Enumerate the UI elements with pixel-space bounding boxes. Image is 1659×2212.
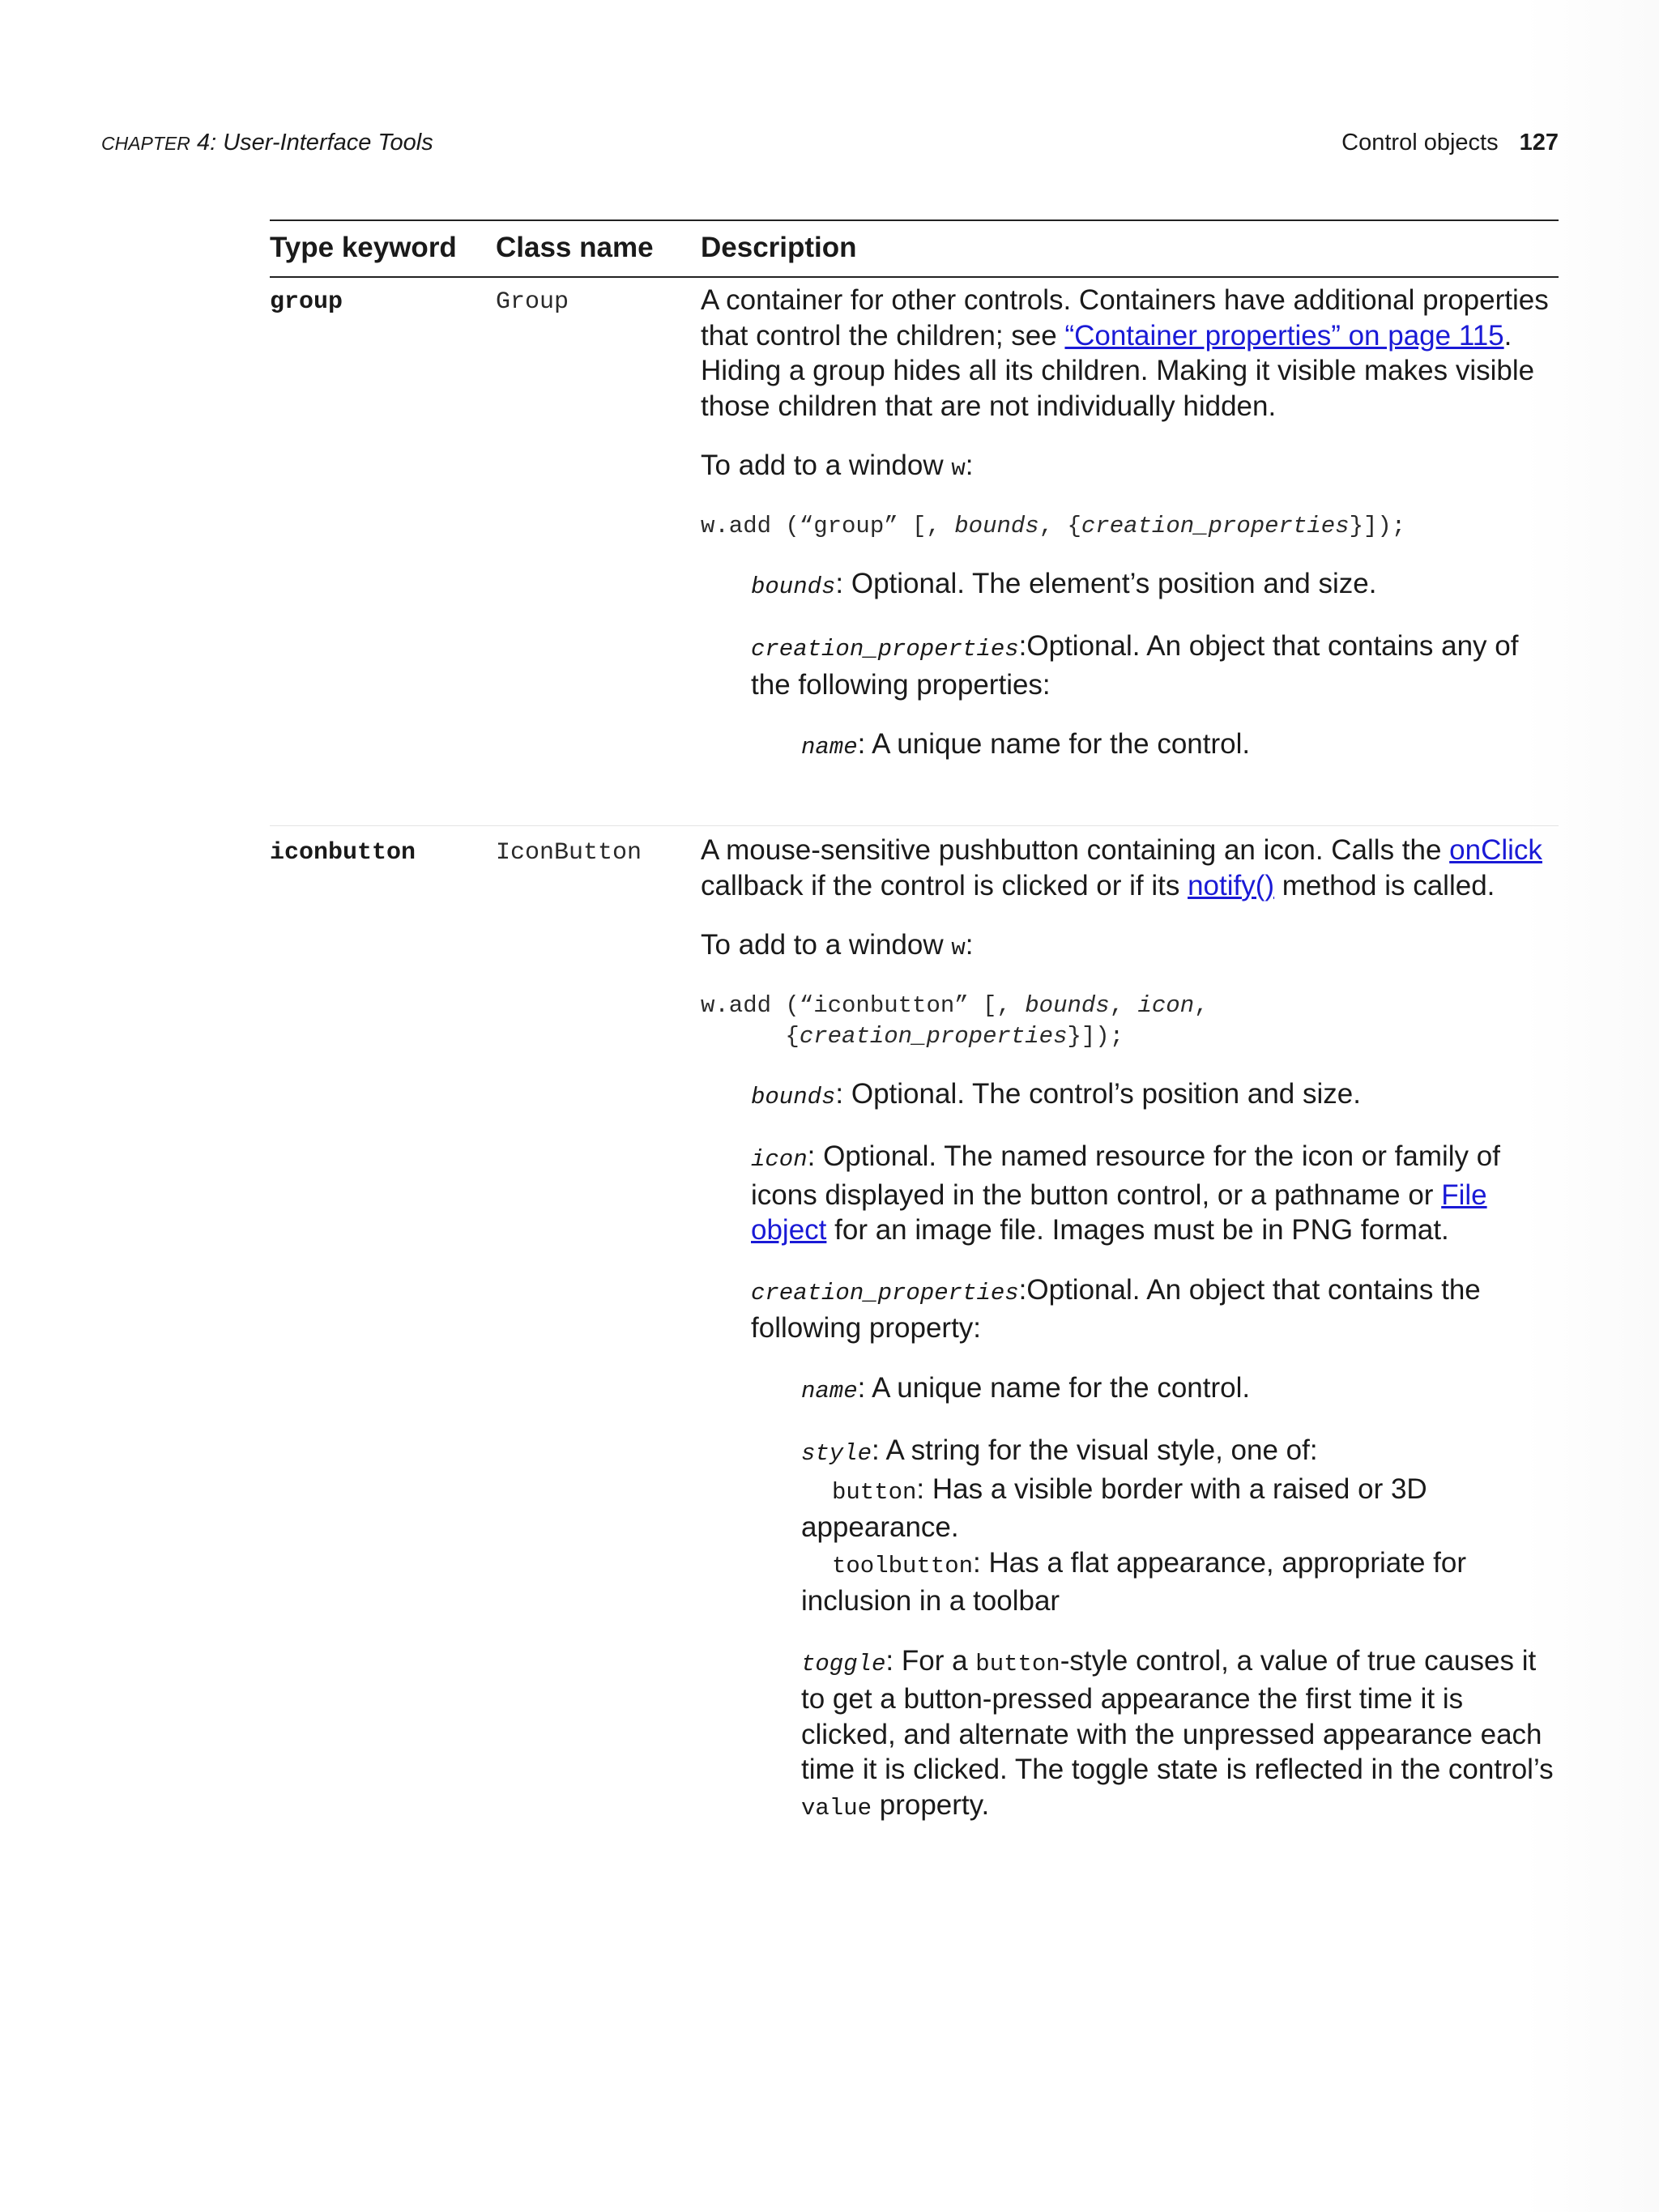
container-properties-link[interactable]: “Container properties” on page 115 [1064,319,1504,352]
control-types-table [270,219,1559,1822]
running-header-section [1341,128,1559,157]
code-sample: w.add (“iconbutton” [, bounds, icon, {creation_properties}]); [701,991,1209,1050]
group-description: A container for other controls. Containers have additional properties that control the children; see “Container properties” on page 115. Hiding a group hides all its children. Making it visible makes visible those children that are not individually hidden. [701,284,1549,422]
column-header-description: Description [701,232,857,263]
style-property: style: A string for the visual style, one of: button: Has a visible border with a raised or 3D appearance. toolbutton: Has a flat appearance, appropriate for inclusion in a toolbar [801,1434,1467,1617]
icon-param: icon: Optional. The named resource for the icon or family of icons displayed in the button control, or a pathname or File object for an image file. Images must be in PNG format. [751,1140,1500,1246]
description [701,833,1559,1850]
bounds-param: bounds: Optional. The element’s position and size. [751,567,1377,600]
add-to-window-text: To add to a window w: [701,450,974,482]
onclick-link[interactable]: onClick [1449,834,1542,866]
creation-properties-param: creation_properties:Optional. An object that contains any of the following properties: [751,630,1519,701]
table-header [270,221,1559,278]
column-header-type-keyword: Type keyword [270,232,457,263]
toggle-property: toggle: For a button-style control, a value of true causes it to get a button-pressed appearance the first time it is clicked, and alternate with the unpressed appearance each time it is clicked. The toggle state is reflected in the control’s value property. [801,1644,1554,1822]
running-header-chapter [101,128,433,158]
name-property: name: A unique name for the control. [801,728,1251,761]
name-property: name: A unique name for the control. [801,1371,1251,1404]
section-title: Control objects [1341,130,1499,156]
add-to-window-text: To add to a window w: [701,929,974,961]
table-row [270,825,1559,1822]
code-sample: w.add (“group” [, bounds, {creation_properties}]); [701,512,1406,539]
chapter-title: 4: User-Interface Tools [190,130,433,156]
chapter-label: CHAPTER [101,133,190,154]
bounds-param: bounds: Optional. The control’s position and size. [751,1077,1361,1110]
type-keyword: iconbutton [270,839,416,867]
table-row [270,278,1559,825]
class-name: Group [496,288,569,316]
iconbutton-description: A mouse-sensitive pushbutton containing an icon. Calls the onClick callback if the control is clicked or if its notify() method is called. [701,834,1542,901]
description [701,283,1559,790]
type-keyword: group [270,288,343,316]
notify-link[interactable]: notify() [1188,869,1275,901]
class-name: IconButton [496,839,642,867]
file-object-link[interactable]: File object [751,1178,1487,1246]
column-header-class-name: Class name [496,232,654,263]
creation-properties-param: creation_properties:Optional. An object that contains the following property: [751,1273,1481,1344]
page-number: 127 [1519,130,1559,156]
